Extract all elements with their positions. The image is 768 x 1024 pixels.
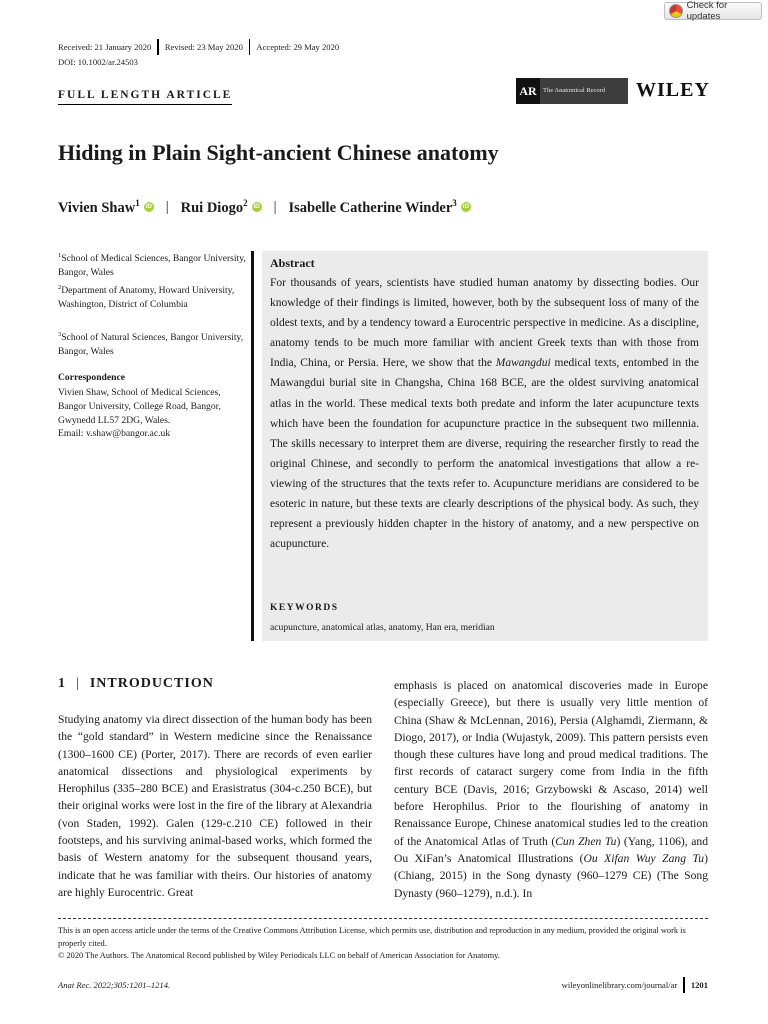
keywords-heading: KEYWORDS <box>270 603 339 613</box>
revised-date: Revised: 23 May 2020 <box>164 42 243 52</box>
author-list <box>58 198 471 217</box>
abstract-text: For thousands of years, scientists have studied human anatomy by dissecting bodies. Our knowledge of their findings is limited, however, both by the subsequent loss of many of the oldest texts, and by a tendency toward a Eurocentric perspective in medicine. As a discipline, anatomy tends to be much more familiar with ancient Greek texts than with those from India, China, or Persia. Here, we show that the Mawangdui medical texts, entombed in the Mawangdui burial site in Changsha, China 168 BCE, are the oldest surviving anatomical atlas in the world. These medical texts both predate and inform the later acupuncture texts which have been the foundation for acupuncture practice in the subsequent two millennia. The skills necessary to interpret them are diverse, requiring the researcher firstly to read the original Chinese, and secondly to perform the anatomical investigations that allow a re-viewing of the structures that the texts refer to. Acupuncture meridians are considered to be esoteric in nature, but these texts are clearly descriptions of the physical body. As such, they represent a previously hidden chapter in the history of anatomy, and a new perspective on acupuncture. <box>270 277 700 551</box>
affiliation: $^1$School of Medical Sciences, Bangor University, Bangor, Wales <box>58 252 246 278</box>
footnote-divider <box>58 918 708 919</box>
orcid-icon[interactable]: iD <box>462 203 470 211</box>
affiliation: $^2$Department of Anatomy, Howard University, Washington, District of Columbia <box>58 284 235 310</box>
license-notice <box>58 925 708 963</box>
orcid-icon[interactable]: iD <box>145 203 152 211</box>
page-number: 1201 <box>690 980 708 990</box>
author-name[interactable]: Vivien Shaw$^1$ <box>58 198 140 216</box>
copyright-text: © 2020 The Authors. The Anatomical Record published by Wiley Periodicals LLC on behalf of American Association for Anatomy. <box>58 951 500 960</box>
publisher-logo: WILEY <box>636 79 710 101</box>
page-footer <box>562 977 708 993</box>
article-title: Hiding in Plain Sight-ancient Chinese anatomy <box>58 140 499 165</box>
received-date: Received: 21 January 2020 <box>58 42 152 52</box>
section-number: 1 <box>58 676 66 691</box>
journal-logo <box>516 78 628 104</box>
divider <box>249 39 251 55</box>
author-name[interactable]: Isabelle Catherine Winder$^3$ <box>288 198 457 216</box>
divider <box>683 977 685 993</box>
author-separator: | <box>273 198 277 215</box>
keywords-list: acupuncture, anatomical atlas, anatomy, Han era, meridian <box>270 622 495 633</box>
section-separator: | <box>76 676 80 691</box>
affiliation: $^3$School of Natural Sciences, Bangor University, Bangor, Wales <box>58 331 244 357</box>
author-name[interactable]: Rui Diogo$^2$ <box>180 198 248 216</box>
orcid-icon[interactable]: iD <box>253 203 260 211</box>
check-updates-label: Check for updates <box>686 0 728 22</box>
correspondence-heading: Correspondence <box>58 372 125 383</box>
doi[interactable]: DOI: 10.1002/ar.24503 <box>58 57 138 67</box>
journal-logo-mark: AR <box>516 78 540 104</box>
section-title: INTRODUCTION <box>89 676 214 691</box>
correspondence-email[interactable]: Email: v.shaw@bangor.ac.uk <box>58 428 171 440</box>
abstract-heading: Abstract <box>270 256 315 270</box>
correspondence-line: Gwynedd LL57 2DG, Wales. <box>58 414 171 426</box>
body-column-right: emphasis is placed on anatomical discoveries made in Europe (especially Greece), but there is usually very little mention of China (Shaw & McLennan, 2016), Persia (Alghamdi, Ziermann, & Diogo, 2017), or India (Wujastyk, 2009). This pattern persists even though these cultures have long and proud medical traditions. The first records of cataract surgery come from India in the fifth century BCE (Davis, 2016; Grzybowski & Ascaso, 2014) well before Herophilus. Prior to the flourishing of anatomy in Renaissance Europe, Chinese anatomical studies led to the creation of the Anatomical Atlas of Truth (Cun Zhen Tu) (Yang, 1106), and Ou XiFan’s Anatomical Illustrations (Ou Xifan Wuy Zang Tu) (Chiang, 2015) in the Song dynasty (960–1279 CE) (The Song Dynasty (960–1279), n.d.). In <box>394 679 708 900</box>
divider <box>157 39 159 55</box>
correspondence-line: Vivien Shaw, School of Medical Sciences, <box>58 387 221 398</box>
check-updates-icon <box>669 4 683 18</box>
body-column-left: Studying anatomy via direct dissection of the human body has been the “gold standard” in Western medicine since the Renaissance (1300–1600 CE) (Porter, 2017). There are records of even earlier anatomical dissections and physiological experiments by Herophilus (335–280 BCE) and Erasistratus (304-c.250 BCE), but their original works were lost in the fire of the library at Alexandria (von Staden, 1992). Galen (129-c.210 CE) followed in their footsteps, and his surviving animal-based works, which formed the basis of Western anatomy for the subsequent thousand years, indicate that he was familiar with theirs. Our histories of anatomy are highly Eurocentric. Great <box>58 713 372 899</box>
check-for-updates-button[interactable] <box>664 2 762 20</box>
dates-line <box>58 39 339 55</box>
license-text: This is an open access article under the terms of the Creative Commons Attribution License, which permits use, distribution and reproduction in any medium, provided the original work is properly cited. <box>58 926 686 948</box>
journal-url[interactable]: wileyonlinelibrary.com/journal/ar <box>561 980 678 990</box>
correspondence-details <box>58 386 253 441</box>
article-type: FULL LENGTH ARTICLE <box>58 89 232 105</box>
citation: Anat Rec. 2022;305:1201–1214. <box>58 980 171 990</box>
author-separator: | <box>165 198 169 215</box>
correspondence-line: Bangor University, College Road, Bangor, <box>58 400 221 412</box>
abstract-rule <box>251 251 254 641</box>
accepted-date: Accepted: 29 May 2020 <box>256 42 340 52</box>
journal-logo-name: The Anatomical Record <box>543 87 606 95</box>
section-heading <box>58 676 214 692</box>
